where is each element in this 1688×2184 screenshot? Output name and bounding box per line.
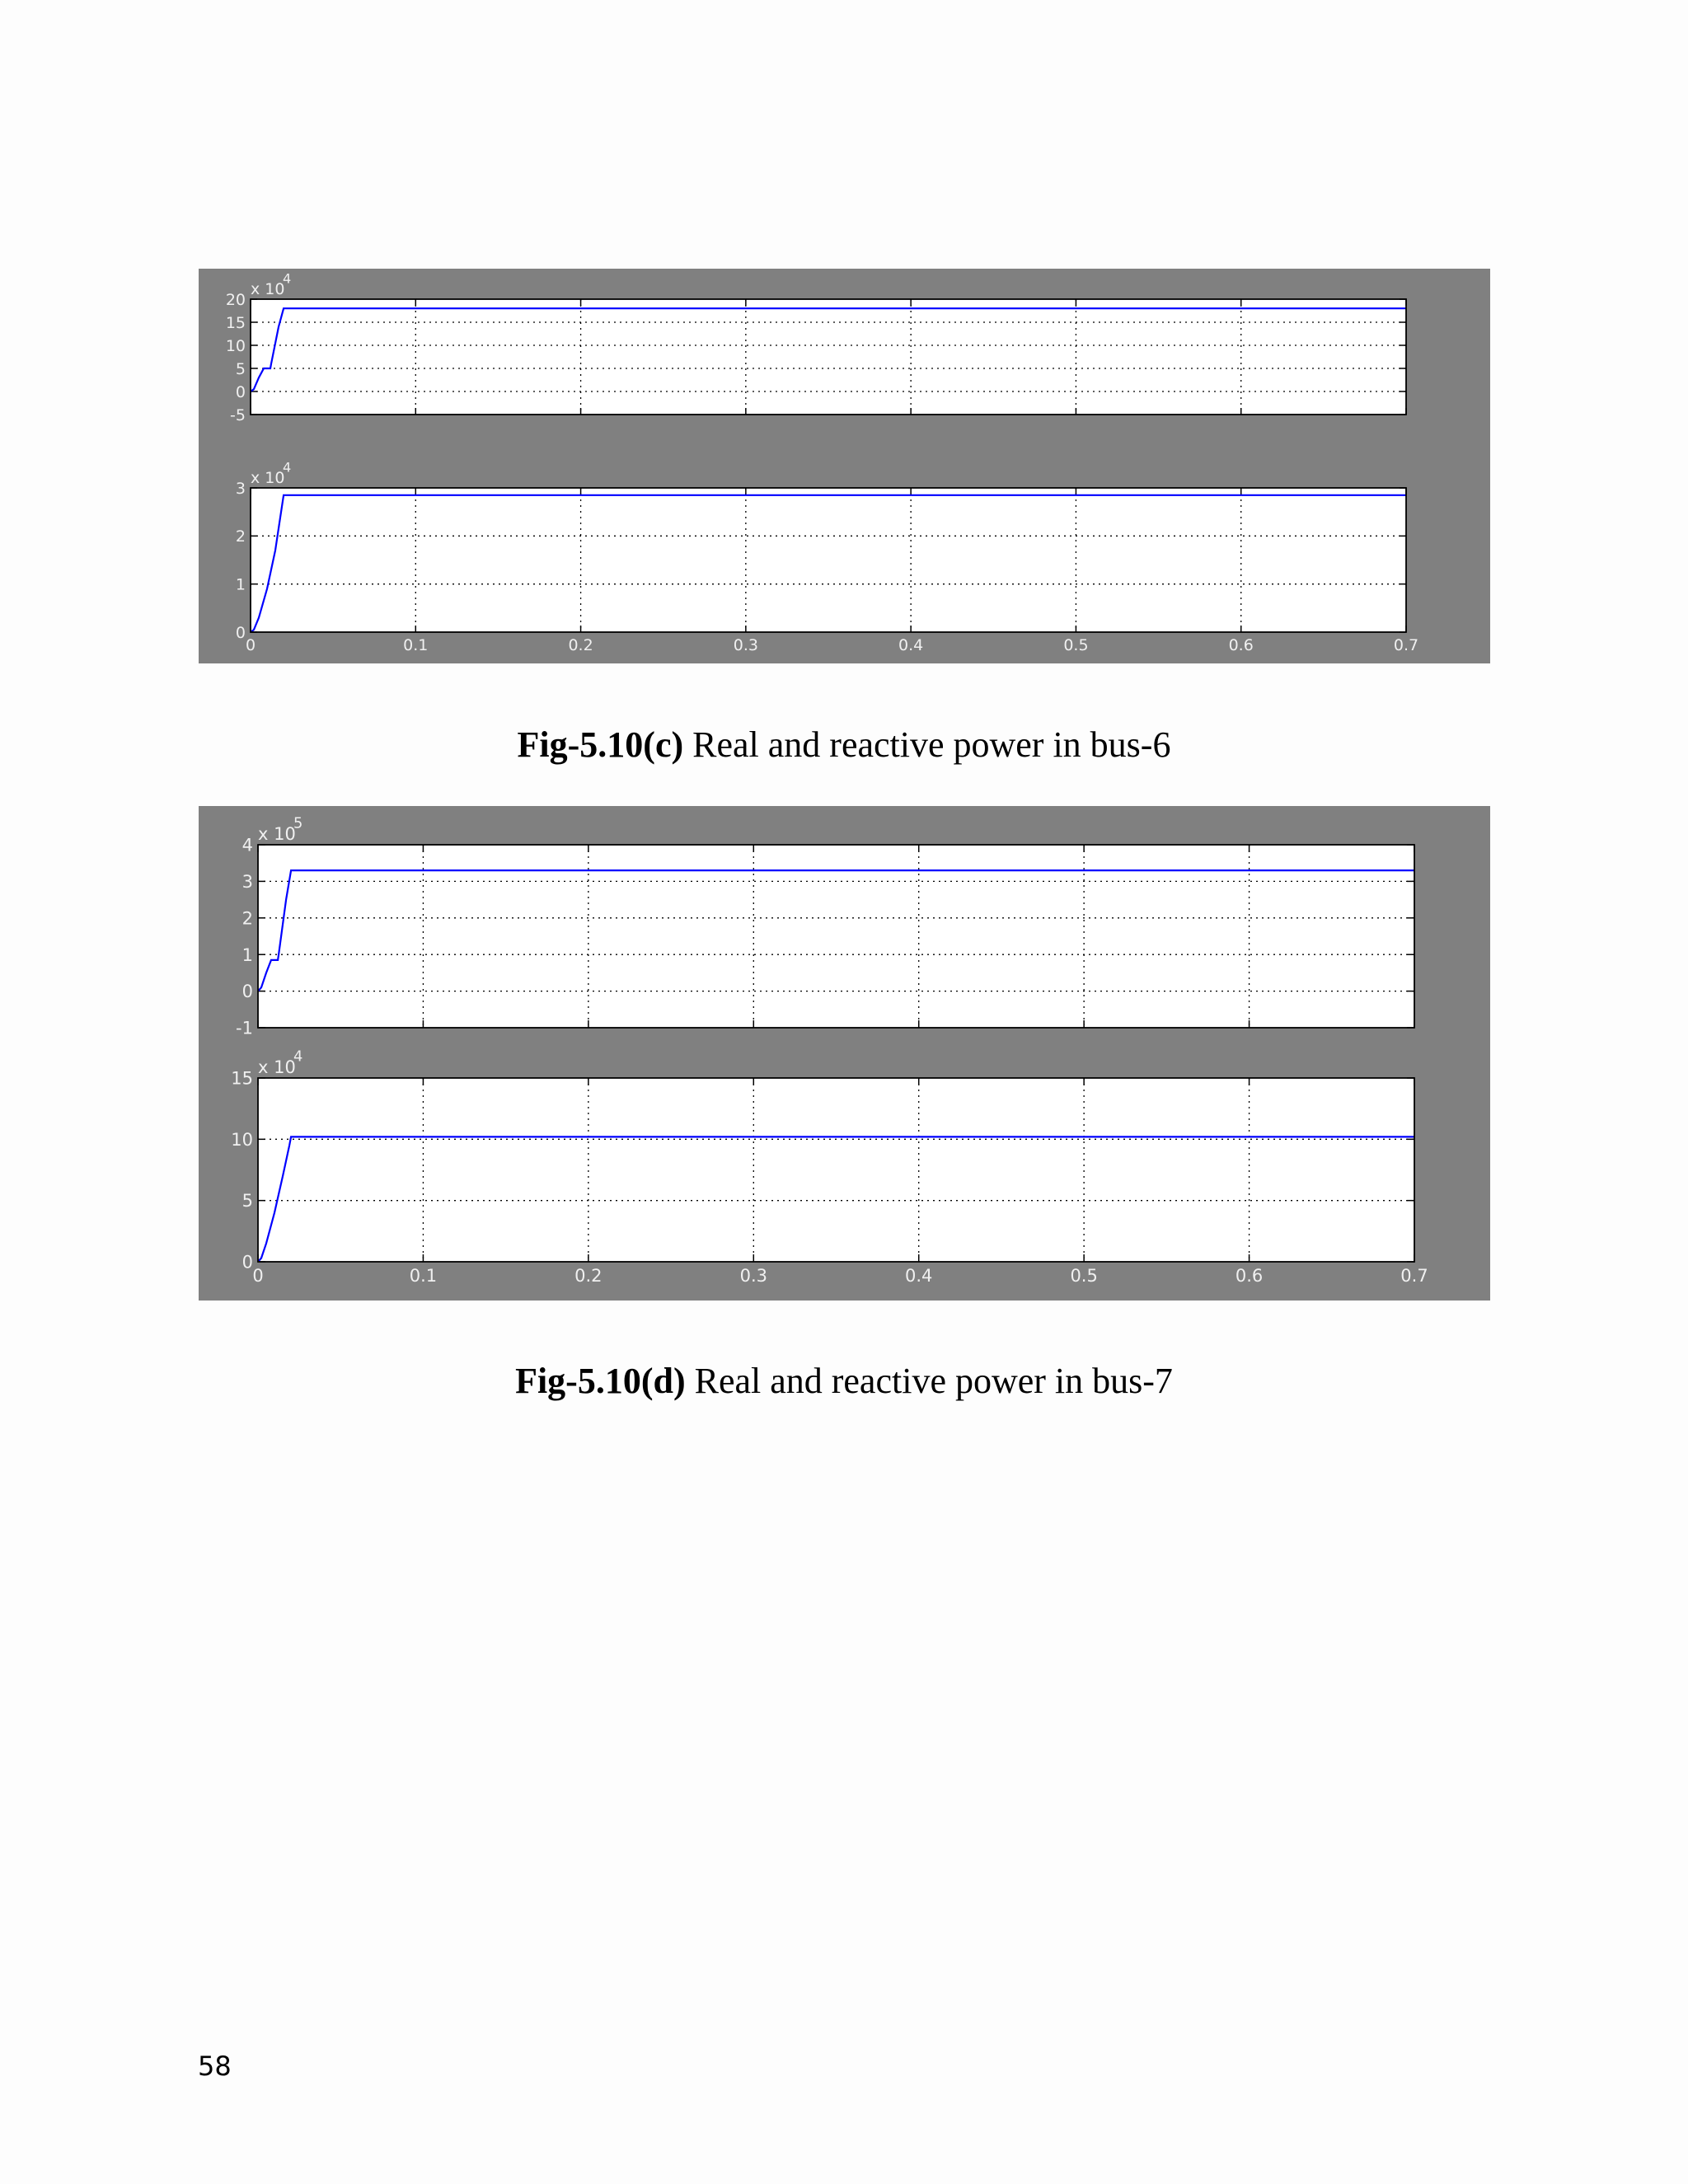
figure-label: Fig-5.10(c) <box>517 724 684 765</box>
subplot-3 <box>231 1047 1428 1286</box>
y-axis-multiplier: x 10 <box>251 469 285 487</box>
y-tick-label: 20 <box>225 290 246 309</box>
x-tick-label: 0.1 <box>403 636 429 654</box>
y-tick-label: 4 <box>241 835 253 855</box>
y-tick-label: 3 <box>235 479 246 498</box>
subplot-0 <box>226 271 1406 424</box>
subplot-1 <box>236 460 1418 654</box>
subplot-2 <box>236 814 1414 1038</box>
figure-5-10c-caption <box>0 724 1688 766</box>
page-number: 58 <box>198 2050 232 2082</box>
x-tick-label: 0.4 <box>898 636 924 654</box>
x-tick-label: 0.6 <box>1228 636 1254 654</box>
y-axis-multiplier-exponent: 4 <box>293 1047 303 1066</box>
x-tick-label: 0.7 <box>1400 1266 1428 1286</box>
y-tick-label: 1 <box>235 575 246 594</box>
x-tick-label: 0.2 <box>568 636 593 654</box>
x-tick-label: 0.2 <box>574 1266 603 1286</box>
figure-5-10d-plot-panel <box>199 806 1490 1301</box>
figure-5-10c-svg <box>199 269 1490 663</box>
y-tick-label: 15 <box>231 1068 253 1089</box>
x-tick-label: 0.4 <box>905 1266 933 1286</box>
x-tick-label: 0 <box>245 636 256 654</box>
y-tick-label: -1 <box>236 1018 253 1038</box>
plot-area <box>251 299 1406 415</box>
caption-text: Real and reactive power in bus-7 <box>685 1361 1173 1401</box>
y-axis-multiplier: x 10 <box>251 280 285 298</box>
x-tick-label: 0 <box>252 1266 264 1286</box>
y-tick-label: 10 <box>231 1129 253 1150</box>
caption-text: Real and reactive power in bus-6 <box>683 724 1171 765</box>
y-axis-multiplier-exponent: 5 <box>293 814 303 832</box>
y-tick-label: 0 <box>241 1252 253 1272</box>
figure-label: Fig-5.10(d) <box>515 1361 686 1401</box>
y-axis-multiplier: x 10 <box>258 1057 296 1077</box>
figure-5-10c-plot-panel <box>199 269 1490 663</box>
x-tick-label: 0.3 <box>733 636 758 654</box>
y-tick-label: 0 <box>235 623 246 642</box>
x-tick-label: 0.1 <box>409 1266 438 1286</box>
y-tick-label: 5 <box>241 1191 253 1212</box>
y-tick-label: 0 <box>241 982 253 1002</box>
x-tick-label: 0.5 <box>1063 636 1089 654</box>
plot-area <box>251 488 1406 632</box>
figure-5-10d-svg <box>199 806 1490 1301</box>
x-tick-label: 0.3 <box>739 1266 767 1286</box>
y-tick-label: 1 <box>241 944 253 965</box>
y-tick-label: 10 <box>225 336 246 355</box>
y-tick-label: 15 <box>225 313 246 332</box>
y-tick-label: -5 <box>230 405 246 424</box>
y-tick-label: 2 <box>235 527 246 546</box>
x-tick-label: 0.7 <box>1393 636 1419 654</box>
y-axis-multiplier-exponent: 4 <box>282 459 292 476</box>
y-tick-label: 5 <box>235 359 246 378</box>
y-tick-label: 2 <box>241 908 253 929</box>
y-tick-label: 3 <box>241 871 253 892</box>
y-tick-label: 0 <box>235 382 246 401</box>
y-axis-multiplier: x 10 <box>258 824 296 844</box>
x-tick-label: 0.6 <box>1235 1266 1264 1286</box>
y-axis-multiplier-exponent: 4 <box>282 270 292 287</box>
plot-area <box>258 845 1414 1028</box>
plot-area <box>258 1078 1414 1262</box>
figure-5-10d-caption <box>0 1360 1688 1402</box>
x-tick-label: 0.5 <box>1070 1266 1098 1286</box>
